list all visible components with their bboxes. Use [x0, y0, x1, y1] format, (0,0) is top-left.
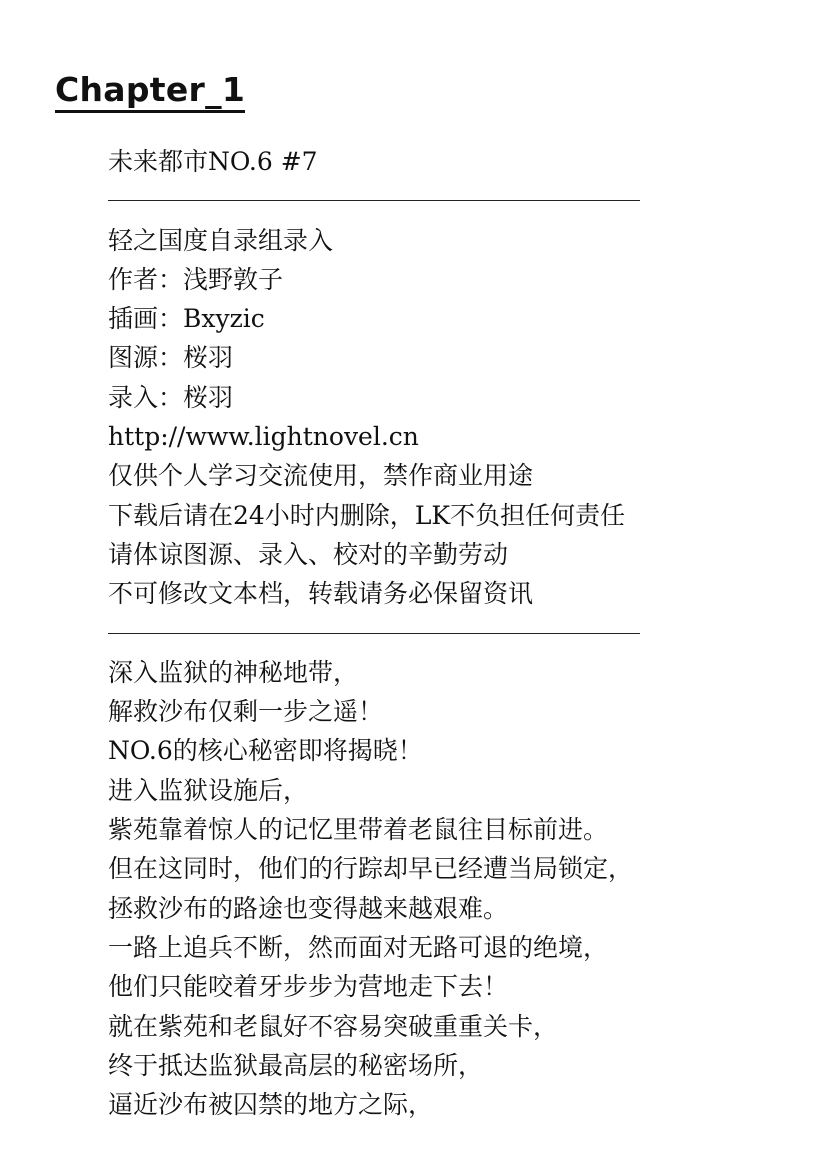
text-line: 轻之国度自录组录入 [108, 225, 334, 255]
author-line: 作者：浅野敦子 [108, 264, 284, 294]
book-title-line: 未来都市NO.6 #7 [108, 147, 318, 176]
url-line: http://www.lightnovel.cn [108, 422, 419, 452]
text-line: 仅供个人学习交流使用，禁作商业用途 [108, 461, 534, 491]
text-line: 终于抵达监狱最高层的秘密场所， [108, 1050, 484, 1080]
text-line: 深入监狱的神秘地带， [108, 657, 359, 687]
text-line: 拯救沙布的路途也变得越来越艰难。 [108, 893, 509, 923]
text-line: 他们只能咬着牙步步为营地走下去！ [108, 972, 509, 1002]
divider-rule [108, 633, 640, 634]
document-body [108, 142, 808, 1124]
text-line: 就在紫苑和老鼠好不容易突破重重关卡， [108, 1011, 559, 1041]
image-source-line: 图源：桜羽 [108, 343, 234, 373]
text-line: 进入监狱设施后， [108, 775, 309, 805]
illustrator-line: 插画：Bxyzic [108, 304, 265, 334]
text-line: 但在这同时，他们的行踪却早已经遭当局锁定， [108, 854, 634, 884]
divider-top [108, 181, 808, 220]
text-line: 紫苑靠着惊人的记忆里带着老鼠往目标前进。 [108, 815, 609, 845]
text-line: 一路上追兵不断，然而面对无路可退的绝境， [108, 932, 609, 962]
divider-bottom [108, 614, 808, 653]
text-line: 请体谅图源、录入、校对的辛勤劳动 [108, 539, 509, 569]
text-line: 逼近沙布被囚禁的地方之际， [108, 1090, 434, 1120]
text-line: 不可修改文本档，转载请务必保留资讯 [108, 579, 534, 609]
divider-rule [108, 200, 640, 201]
text-line: 下载后请在24小时内删除，LK不负担任何责任 [108, 500, 626, 530]
text-line: NO.6的核心秘密即将揭晓！ [108, 736, 423, 766]
input-line: 录入：桜羽 [108, 382, 234, 412]
text-line: 解救沙布仅剩一步之遥！ [108, 697, 384, 727]
chapter-title: Chapter_1 [55, 70, 245, 113]
